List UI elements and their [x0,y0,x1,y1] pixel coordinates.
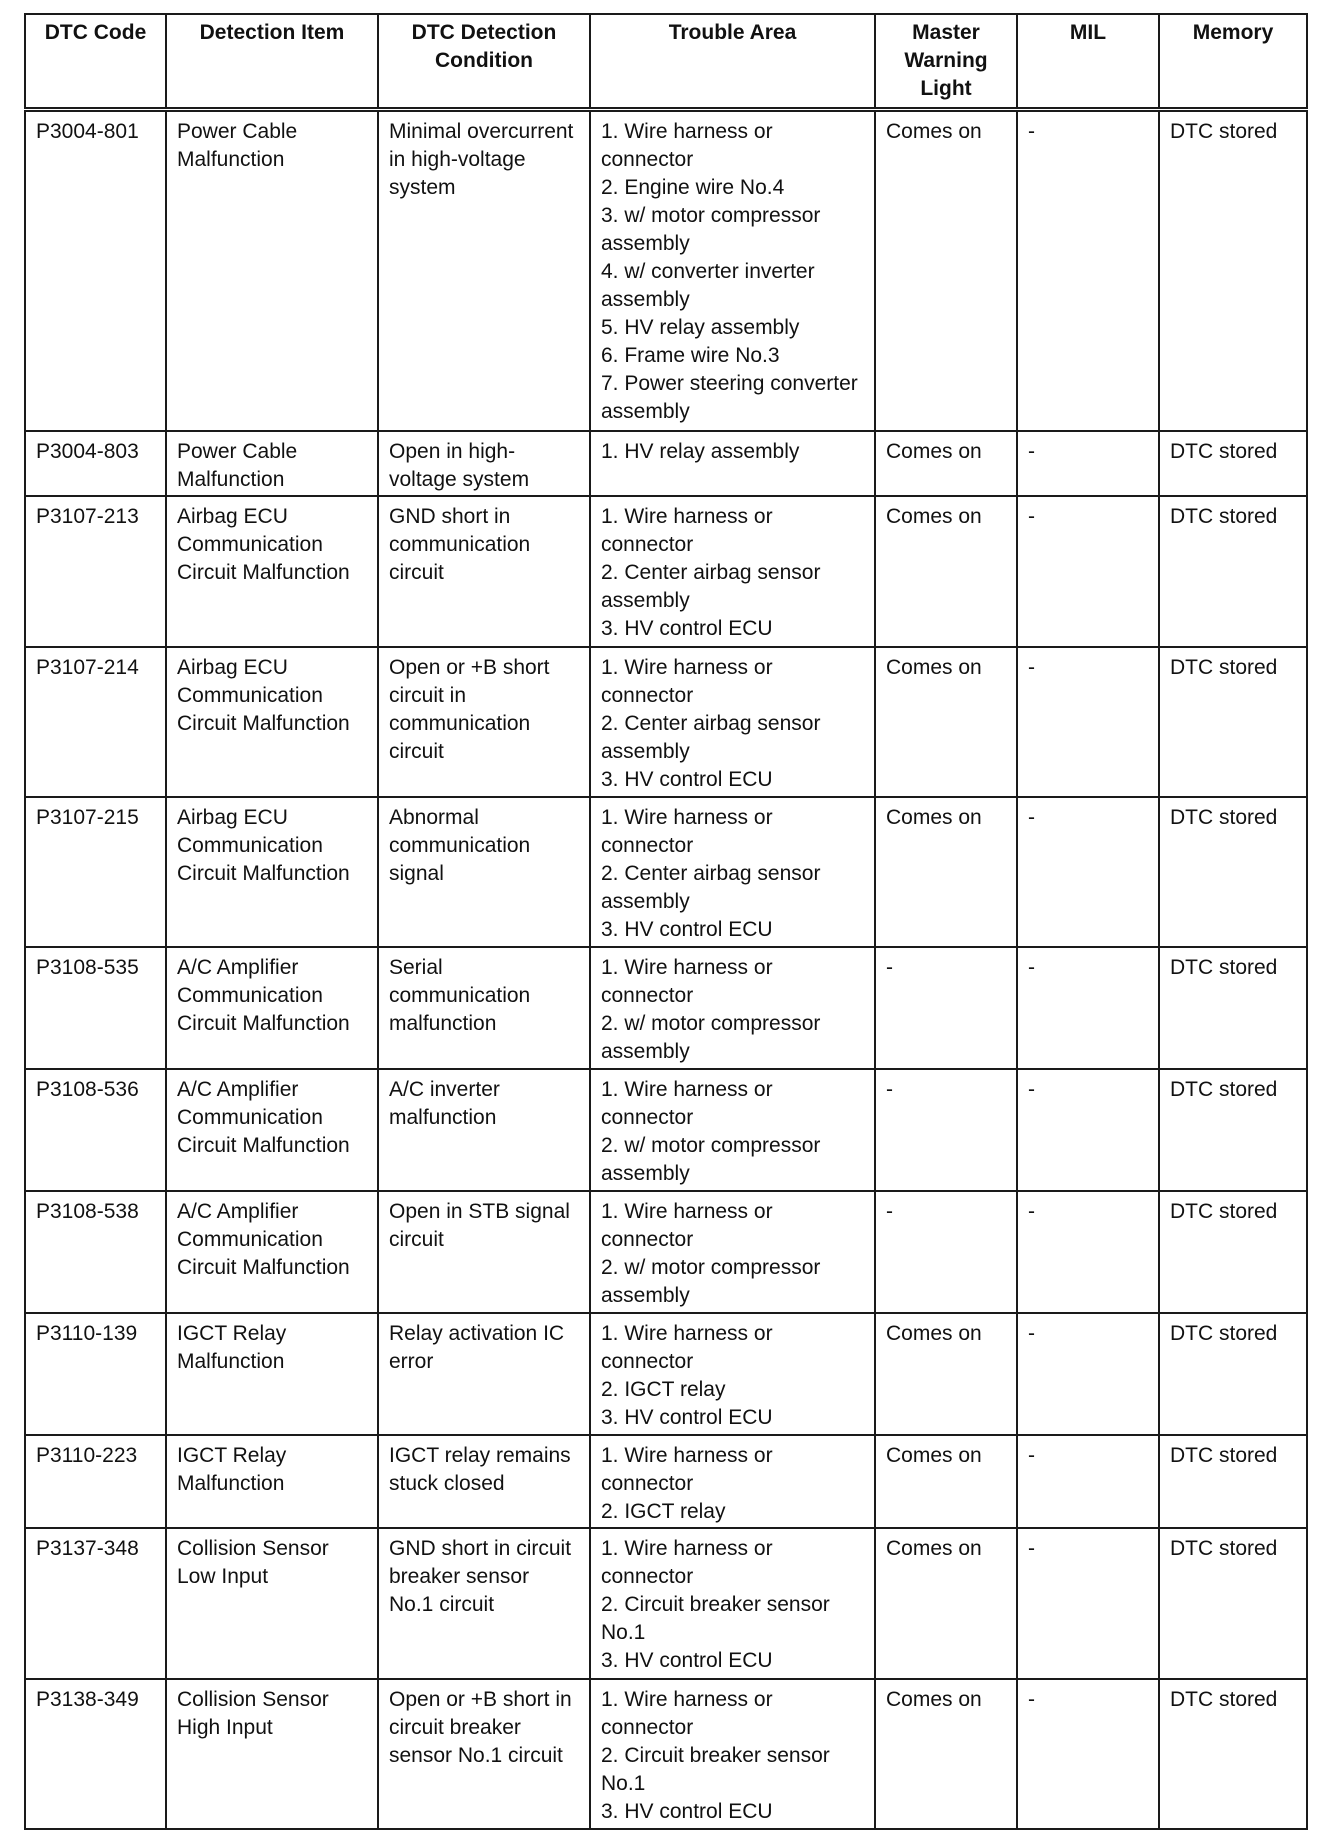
dtc-code-cell: P3107-215 [25,797,166,947]
trouble-area-item: 3. HV control ECU [601,617,773,641]
detection-condition-cell: Open in high-voltage system [378,431,590,496]
memory-cell: DTC stored [1159,1679,1307,1829]
memory-cell: DTC stored [1159,431,1307,496]
trouble-area-item: 3. HV control ECU [601,1649,773,1673]
trouble-area-item: 1. Wire harness or connector [601,119,773,171]
table-row [25,1435,1307,1528]
table-row [25,1679,1307,1829]
trouble-area-cell [590,109,875,431]
header-master-warning-light: Master Warning Light [875,14,1017,109]
master-warning-light-cell: - [875,1069,1017,1191]
trouble-area-cell [590,1435,875,1528]
detection-item-cell: Airbag ECU Communication Circuit Malfunction [166,797,378,947]
trouble-area-item: 7. Power steering converter assembly [601,371,858,423]
detection-condition-cell: Serial communication malfunction [378,947,590,1069]
table-row [25,496,1307,646]
trouble-area-item: 1. Wire harness or connector [601,1078,773,1130]
trouble-area-cell [590,1191,875,1313]
trouble-area-item: 2. Center airbag sensor assembly [601,561,821,613]
dtc-table [24,13,1308,1830]
mil-cell: - [1017,1528,1159,1678]
memory-cell: DTC stored [1159,1313,1307,1435]
trouble-area-cell [590,1679,875,1829]
master-warning-light-cell: - [875,1191,1017,1313]
trouble-area-cell [590,797,875,947]
detection-item-cell: Airbag ECU Communication Circuit Malfunction [166,647,378,797]
detection-condition-cell: Open in STB signal circuit [378,1191,590,1313]
memory-cell: DTC stored [1159,1435,1307,1528]
detection-condition-cell: GND short in circuit breaker sensor No.1 circuit [378,1528,590,1678]
trouble-area-item: 3. HV control ECU [601,1406,773,1430]
detection-item-cell: A/C Amplifier Communication Circuit Malfunction [166,1191,378,1313]
detection-condition-cell: A/C inverter malfunction [378,1069,590,1191]
detection-item-cell: Airbag ECU Communication Circuit Malfunction [166,496,378,646]
table-row [25,947,1307,1069]
trouble-area-cell [590,647,875,797]
detection-item-cell: Collision Sensor High Input [166,1679,378,1829]
master-warning-light-cell: Comes on [875,1313,1017,1435]
dtc-code-cell: P3108-535 [25,947,166,1069]
trouble-area-item: 2. w/ motor compressor assembly [601,1012,821,1064]
master-warning-light-cell: Comes on [875,1679,1017,1829]
header-mil: MIL [1017,14,1159,109]
table-row [25,1313,1307,1435]
table-row [25,1191,1307,1313]
dtc-code-cell: P3108-538 [25,1191,166,1313]
dtc-code-cell: P3110-223 [25,1435,166,1528]
table-row [25,431,1307,496]
header-dtc-code: DTC Code [25,14,166,109]
trouble-area-cell [590,431,875,496]
dtc-code-cell: P3137-348 [25,1528,166,1678]
trouble-area-cell [590,1069,875,1191]
mil-cell: - [1017,431,1159,496]
trouble-area-item: 1. HV relay assembly [601,440,800,464]
trouble-area-item: 2. Engine wire No.4 [601,175,785,199]
trouble-area-item: 3. HV control ECU [601,1799,773,1823]
dtc-code-cell: P3108-536 [25,1069,166,1191]
detection-item-cell: Power Cable Malfunction [166,109,378,431]
detection-item-cell: Power Cable Malfunction [166,431,378,496]
detection-item-cell: A/C Amplifier Communication Circuit Malfunction [166,947,378,1069]
trouble-area-cell [590,1528,875,1678]
table-row [25,1528,1307,1678]
dtc-code-cell: P3138-349 [25,1679,166,1829]
dtc-code-cell: P3004-803 [25,431,166,496]
trouble-area-item: 2. w/ motor compressor assembly [601,1256,821,1308]
detection-item-cell: A/C Amplifier Communication Circuit Malfunction [166,1069,378,1191]
trouble-area-item: 6. Frame wire No.3 [601,343,780,367]
trouble-area-item: 2. IGCT relay [601,1499,726,1523]
master-warning-light-cell: Comes on [875,797,1017,947]
dtc-code-cell: P3004-801 [25,109,166,431]
detection-condition-cell: GND short in communication circuit [378,496,590,646]
mil-cell: - [1017,1679,1159,1829]
master-warning-light-cell: - [875,947,1017,1069]
mil-cell: - [1017,1435,1159,1528]
trouble-area-item: 3. HV control ECU [601,918,773,942]
memory-cell: DTC stored [1159,797,1307,947]
detection-condition-cell: Abnormal communication signal [378,797,590,947]
trouble-area-item: 1. Wire harness or connector [601,956,773,1008]
trouble-area-item: 2. Center airbag sensor assembly [601,862,821,914]
table-row [25,1069,1307,1191]
detection-condition-cell: Open or +B short circuit in communication circuit [378,647,590,797]
header-memory: Memory [1159,14,1307,109]
header-trouble-area: Trouble Area [590,14,875,109]
mil-cell: - [1017,1191,1159,1313]
mil-cell: - [1017,496,1159,646]
table-row [25,647,1307,797]
master-warning-light-cell: Comes on [875,109,1017,431]
trouble-area-item: 1. Wire harness or connector [601,1322,773,1374]
memory-cell: DTC stored [1159,496,1307,646]
detection-condition-cell: Open or +B short in circuit breaker sensor No.1 circuit [378,1679,590,1829]
dtc-code-cell: P3110-139 [25,1313,166,1435]
dtc-code-cell: P3107-214 [25,647,166,797]
detection-item-cell: IGCT Relay Malfunction [166,1313,378,1435]
master-warning-light-cell: Comes on [875,1528,1017,1678]
master-warning-light-cell: Comes on [875,1435,1017,1528]
table-row [25,797,1307,947]
trouble-area-cell [590,1313,875,1435]
mil-cell: - [1017,1313,1159,1435]
table-row [25,109,1307,431]
dtc-code-cell: P3107-213 [25,496,166,646]
trouble-area-item: 2. IGCT relay [601,1378,726,1402]
trouble-area-item: 1. Wire harness or connector [601,1537,773,1589]
table-body [25,109,1307,1829]
detection-condition-cell: IGCT relay remains stuck closed [378,1435,590,1528]
detection-condition-cell: Relay activation IC error [378,1313,590,1435]
trouble-area-item: 4. w/ converter inverter assembly [601,259,815,311]
trouble-area-item: 1. Wire harness or connector [601,505,773,557]
mil-cell: - [1017,109,1159,431]
master-warning-light-cell: Comes on [875,431,1017,496]
trouble-area-item: 1. Wire harness or connector [601,806,773,858]
trouble-area-item: 1. Wire harness or connector [601,1687,773,1739]
trouble-area-item: 2. Center airbag sensor assembly [601,711,821,763]
memory-cell: DTC stored [1159,109,1307,431]
memory-cell: DTC stored [1159,647,1307,797]
mil-cell: - [1017,797,1159,947]
memory-cell: DTC stored [1159,947,1307,1069]
header-detection-item: Detection Item [166,14,378,109]
trouble-area-item: 2. Circuit breaker sensor No.1 [601,1593,830,1645]
table-header-row [25,14,1307,109]
detection-condition-cell: Minimal overcurrent in high-voltage system [378,109,590,431]
trouble-area-item: 2. w/ motor compressor assembly [601,1134,821,1186]
detection-item-cell: IGCT Relay Malfunction [166,1435,378,1528]
trouble-area-item: 3. HV control ECU [601,767,773,791]
trouble-area-item: 2. Circuit breaker sensor No.1 [601,1743,830,1795]
header-detection-condition: DTC Detection Condition [378,14,590,109]
mil-cell: - [1017,647,1159,797]
trouble-area-item: 1. Wire harness or connector [601,1200,773,1252]
trouble-area-cell [590,496,875,646]
trouble-area-cell [590,947,875,1069]
memory-cell: DTC stored [1159,1069,1307,1191]
trouble-area-item: 1. Wire harness or connector [601,655,773,707]
detection-item-cell: Collision Sensor Low Input [166,1528,378,1678]
trouble-area-item: 1. Wire harness or connector [601,1443,773,1495]
mil-cell: - [1017,1069,1159,1191]
trouble-area-item: 3. w/ motor compressor assembly [601,203,821,255]
trouble-area-item: 5. HV relay assembly [601,315,800,339]
mil-cell: - [1017,947,1159,1069]
memory-cell: DTC stored [1159,1191,1307,1313]
memory-cell: DTC stored [1159,1528,1307,1678]
master-warning-light-cell: Comes on [875,647,1017,797]
master-warning-light-cell: Comes on [875,496,1017,646]
